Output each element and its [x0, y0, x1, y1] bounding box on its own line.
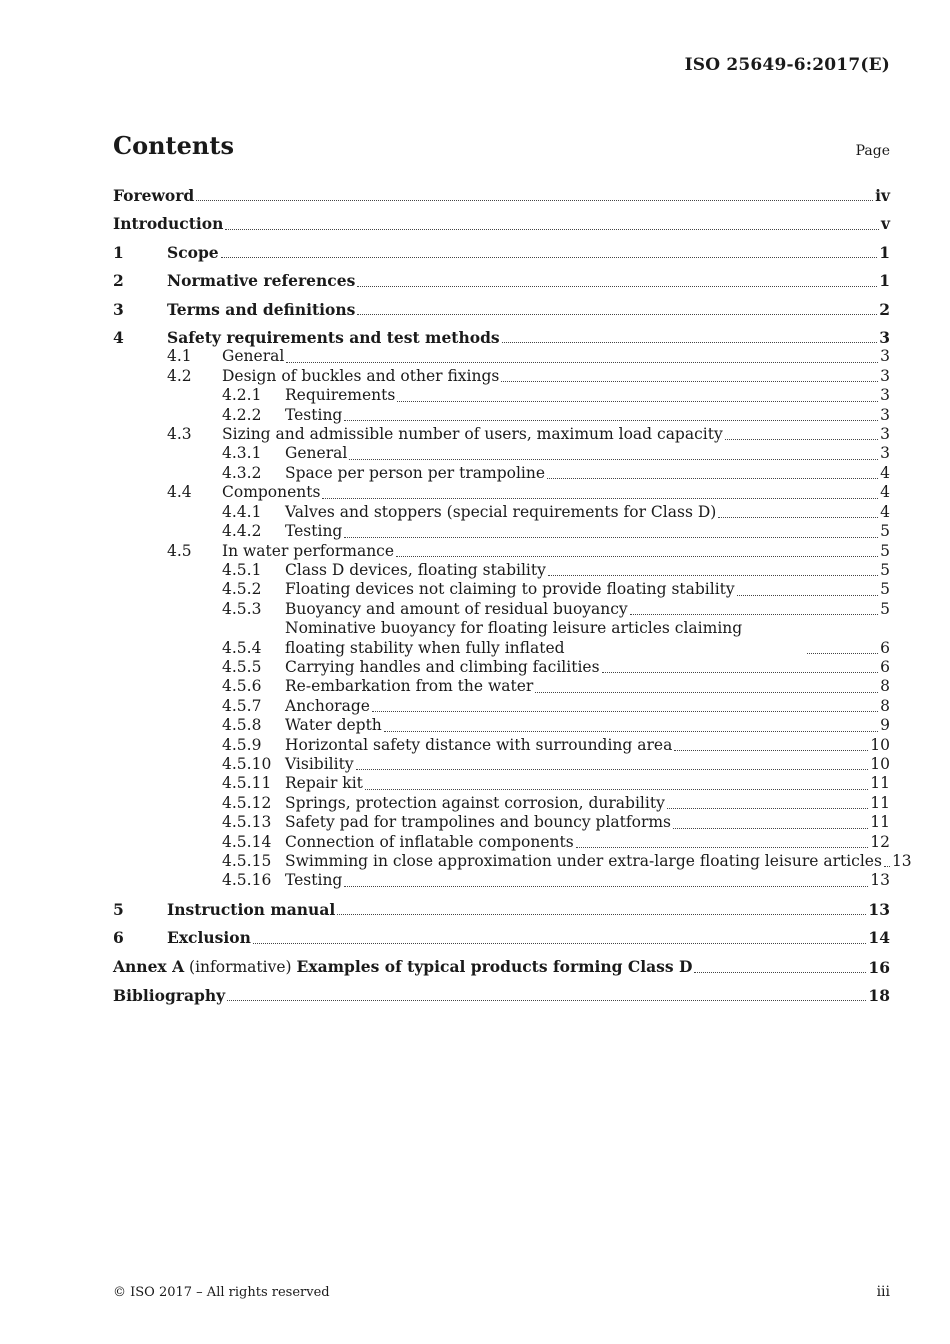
toc-entry[interactable] — [113, 900, 890, 919]
toc-entry-title: General — [285, 444, 348, 463]
toc-entry-page: 5 — [880, 560, 890, 579]
dot-leader — [357, 285, 877, 287]
toc-entry-page: 8 — [880, 677, 890, 696]
table-of-contents — [113, 186, 912, 1006]
toc-entry-number: 6 — [113, 928, 124, 948]
toc-entry-title: Testing — [285, 871, 343, 890]
toc-entry-number: 4.5.16 — [222, 871, 272, 890]
toc-entry-title: Carrying handles and climbing facilities — [285, 657, 600, 676]
toc-entry-page: 6 — [880, 638, 890, 657]
dot-leader — [337, 913, 866, 915]
toc-entry[interactable] — [113, 386, 890, 405]
dot-leader — [576, 846, 869, 848]
toc-entry[interactable] — [113, 957, 890, 977]
dot-leader — [357, 313, 877, 315]
toc-entry-number: 4.2.2 — [222, 405, 262, 424]
dot-leader — [365, 788, 868, 790]
toc-entry-number: 4.3.2 — [222, 463, 262, 482]
annex-note: (informative) — [184, 957, 297, 976]
toc-entry-title: Requirements — [285, 386, 396, 405]
dot-leader — [673, 827, 868, 829]
dot-leader — [725, 438, 878, 440]
dot-leader — [397, 400, 878, 402]
page-number: iii — [876, 1284, 890, 1300]
toc-entry[interactable] — [113, 871, 890, 890]
dot-leader — [602, 671, 879, 673]
annex-label: Annex A — [113, 956, 185, 976]
toc-entry-title: Terms and definitions — [167, 299, 356, 319]
toc-entry-number: 4.5.8 — [222, 716, 262, 735]
dot-leader — [384, 730, 878, 732]
toc-entry[interactable] — [113, 271, 890, 290]
dot-leader — [344, 885, 868, 887]
dot-leader — [630, 613, 878, 615]
toc-entry[interactable] — [113, 600, 890, 619]
toc-entry-page: 3 — [880, 366, 890, 385]
dot-leader — [396, 555, 878, 557]
toc-entry-title: Space per person per trampoline — [285, 463, 546, 482]
copyright-notice: © ISO 2017 – All rights reserved — [113, 1285, 330, 1300]
dot-leader — [501, 380, 878, 382]
toc-entry-page: 5 — [880, 522, 890, 541]
toc-entry[interactable] — [113, 755, 890, 774]
toc-entry-number: 2 — [113, 271, 124, 291]
toc-entry-title: Valves and stoppers (special requirements for Class D) — [285, 502, 717, 521]
dot-leader — [196, 199, 873, 201]
toc-entry[interactable] — [113, 503, 890, 522]
toc-entry-number: 4.5.4 — [222, 638, 262, 657]
toc-entry[interactable] — [113, 736, 890, 755]
toc-entry-page: 5 — [880, 599, 890, 618]
toc-entry[interactable] — [113, 243, 890, 262]
toc-entry-number: 4.5 — [167, 541, 192, 560]
toc-entry-number: 4.5.14 — [222, 832, 272, 851]
dot-leader — [286, 361, 878, 363]
toc-entry[interactable] — [113, 580, 890, 599]
toc-entry[interactable] — [113, 300, 890, 319]
toc-entry-title: Buoyancy and amount of residual buoyancy — [285, 599, 628, 618]
toc-entry-title: Visibility — [285, 754, 354, 773]
toc-entry-title: Swimming in close approximation under extra-large floating leisure articles — [285, 852, 882, 870]
dot-leader — [502, 341, 878, 343]
toc-entry-page: 13 — [868, 899, 890, 919]
toc-entry[interactable] — [113, 813, 890, 832]
toc-entry-page: 3 — [880, 425, 890, 444]
document-id: ISO 25649-6:2017(E) — [684, 55, 890, 75]
toc-entry[interactable] — [113, 774, 890, 793]
toc-entry-number: 4.5.9 — [222, 735, 262, 754]
toc-entry-title: Scope — [167, 242, 219, 262]
toc-entry-number: 4.1 — [167, 347, 192, 366]
toc-entry[interactable] — [113, 619, 890, 658]
toc-entry-title: Sizing and admissible number of users, maximum load capacity — [222, 425, 723, 444]
dot-leader — [253, 942, 867, 944]
toc-entry-title: In water performance — [222, 541, 395, 560]
toc-entry-title: Anchorage — [285, 696, 370, 715]
toc-entry-number: 4.5.10 — [222, 754, 272, 773]
annex-title: Examples of typical products forming Class D — [296, 956, 693, 976]
toc-entry-page: 3 — [879, 328, 890, 348]
toc-entry-page: v — [880, 214, 890, 234]
toc-entry-number: 1 — [113, 242, 124, 262]
toc-entry-page: 11 — [870, 793, 890, 812]
toc-entry-title: Bibliography — [113, 986, 226, 1006]
toc-entry-title: Design of buckles and other fixings — [222, 366, 500, 385]
toc-entry[interactable] — [113, 347, 890, 366]
dot-leader — [322, 497, 878, 499]
toc-entry-number: 4.5.1 — [222, 560, 262, 579]
toc-entry[interactable] — [113, 794, 890, 813]
toc-entry-page: 6 — [880, 657, 890, 676]
dot-leader — [535, 691, 878, 693]
toc-entry-title: Testing — [285, 405, 343, 424]
page-column-label: Page — [855, 143, 890, 159]
toc-entry[interactable] — [113, 444, 890, 463]
dot-leader — [737, 594, 878, 596]
dot-leader — [884, 865, 890, 867]
dot-leader — [547, 477, 878, 479]
toc-entry-page: 14 — [868, 928, 890, 948]
toc-entry[interactable] — [113, 542, 890, 561]
toc-entry-number: 4.4.1 — [222, 502, 262, 521]
toc-entry-title: Class D devices, floating stability — [285, 560, 546, 579]
dot-leader — [349, 458, 878, 460]
toc-entry-page: 3 — [880, 386, 890, 405]
toc-entry-title: Introduction — [113, 214, 224, 234]
dot-leader — [372, 710, 878, 712]
toc-entry-number: 4.5.3 — [222, 599, 262, 618]
dot-leader — [344, 536, 878, 538]
dot-leader — [356, 768, 869, 770]
toc-entry-page: 5 — [880, 580, 890, 599]
toc-entry-number: 4.5.13 — [222, 813, 272, 832]
toc-entry-number: 4.4 — [167, 483, 192, 502]
toc-entry[interactable] — [113, 986, 890, 1005]
toc-entry-title: Safety pad for trampolines and bouncy platforms — [285, 813, 672, 832]
toc-entry-title: Components — [222, 483, 321, 502]
toc-entry-number: 3 — [113, 299, 124, 319]
dot-leader — [221, 256, 878, 258]
toc-entry-title — [113, 957, 692, 977]
dot-leader — [227, 999, 866, 1001]
toc-entry[interactable] — [113, 833, 890, 852]
toc-entry-number: 4.3 — [167, 425, 192, 444]
dot-leader — [225, 228, 879, 230]
toc-entry[interactable] — [113, 697, 890, 716]
toc-entry-title: General — [222, 347, 285, 366]
toc-entry-title: Normative references — [167, 271, 356, 291]
toc-entry-page: 10 — [870, 735, 890, 754]
toc-entry-number: 4.5.15 — [222, 852, 272, 870]
toc-entry-title: Safety requirements and test methods — [167, 328, 500, 348]
toc-entry-title: Nominative buoyancy for floating leisure articles claiming floating stability when fully inflated — [285, 619, 743, 657]
toc-entry-page: 1 — [879, 271, 890, 291]
toc-entry-number: 4.5.5 — [222, 657, 262, 676]
toc-entry-number: 5 — [113, 899, 124, 919]
toc-entry-page: iv — [875, 186, 890, 205]
toc-entry[interactable] — [113, 522, 890, 541]
dot-leader — [344, 419, 878, 421]
toc-entry-title: Springs, protection against corrosion, durability — [285, 793, 665, 812]
toc-entry[interactable] — [113, 425, 890, 444]
toc-entry-number: 4.5.7 — [222, 696, 262, 715]
toc-entry-page: 11 — [870, 774, 890, 793]
toc-entry-page: 16 — [868, 957, 890, 977]
toc-entry[interactable] — [113, 367, 890, 386]
toc-entry-title: Floating devices not claiming to provide floating stability — [285, 580, 735, 599]
toc-entry-page: 4 — [880, 483, 890, 502]
dot-leader — [694, 971, 866, 973]
toc-entry-number: 4.2.1 — [222, 386, 262, 405]
toc-entry-number: 4.3.1 — [222, 444, 262, 463]
toc-entry[interactable] — [113, 716, 890, 735]
toc-entry-number: 4 — [113, 328, 124, 348]
toc-entry-page: 11 — [870, 813, 890, 832]
toc-entry-page: 1 — [879, 242, 890, 262]
dot-leader — [674, 749, 868, 751]
toc-entry-page: 3 — [880, 444, 890, 463]
toc-entry-number: 4.5.6 — [222, 677, 262, 696]
toc-entry-title: Repair kit — [285, 774, 363, 793]
toc-entry-title: Foreword — [113, 186, 195, 205]
toc-entry-page: 4 — [880, 502, 890, 521]
toc-entry-page: 10 — [870, 754, 890, 773]
toc-entry-number: 4.2 — [167, 366, 192, 385]
toc-entry[interactable] — [113, 406, 890, 425]
toc-entry-number: 4.5.2 — [222, 580, 262, 599]
toc-entry-page: 3 — [880, 405, 890, 424]
toc-entry-title: Instruction manual — [167, 899, 336, 919]
toc-entry[interactable] — [113, 928, 890, 947]
toc-entry-title: Testing — [285, 522, 343, 541]
toc-entry-title: Horizontal safety distance with surrounding area — [285, 735, 673, 754]
toc-entry-number: 4.4.2 — [222, 522, 262, 541]
toc-entry[interactable] — [113, 677, 890, 696]
toc-entry-title: Exclusion — [167, 928, 251, 948]
toc-entry[interactable] — [113, 561, 890, 580]
toc-entry-page: 5 — [880, 541, 890, 560]
toc-entry-page: 12 — [870, 832, 890, 851]
toc-entry-title: Re-embarkation from the water — [285, 677, 534, 696]
contents-heading: Contents — [113, 131, 234, 160]
toc-entry-page: 13 — [870, 871, 890, 890]
toc-entry-number: 4.5.12 — [222, 793, 272, 812]
dot-leader — [718, 516, 878, 518]
toc-entry[interactable] — [113, 214, 890, 233]
dot-leader — [667, 807, 868, 809]
toc-entry-page: 8 — [880, 696, 890, 715]
toc-entry[interactable] — [113, 658, 890, 677]
toc-entry-number: 4.5.11 — [222, 774, 272, 793]
toc-entry-title: Water depth — [285, 716, 382, 735]
toc-entry-page: 4 — [880, 463, 890, 482]
toc-entry-title: Connection of inflatable components — [285, 832, 574, 851]
toc-entry[interactable] — [113, 328, 890, 347]
toc-entry-page: 13 — [891, 852, 912, 870]
toc-entry-page: 3 — [880, 347, 890, 366]
toc-entry[interactable] — [113, 464, 890, 483]
toc-entry-page: 2 — [879, 299, 890, 319]
dot-leader — [548, 574, 878, 576]
toc-entry[interactable] — [113, 483, 890, 502]
dot-leader — [807, 652, 878, 654]
toc-entry-page: 9 — [880, 716, 890, 735]
toc-entry[interactable] — [113, 186, 890, 205]
toc-entry-page: 18 — [868, 986, 890, 1006]
toc-entry[interactable] — [113, 852, 912, 871]
